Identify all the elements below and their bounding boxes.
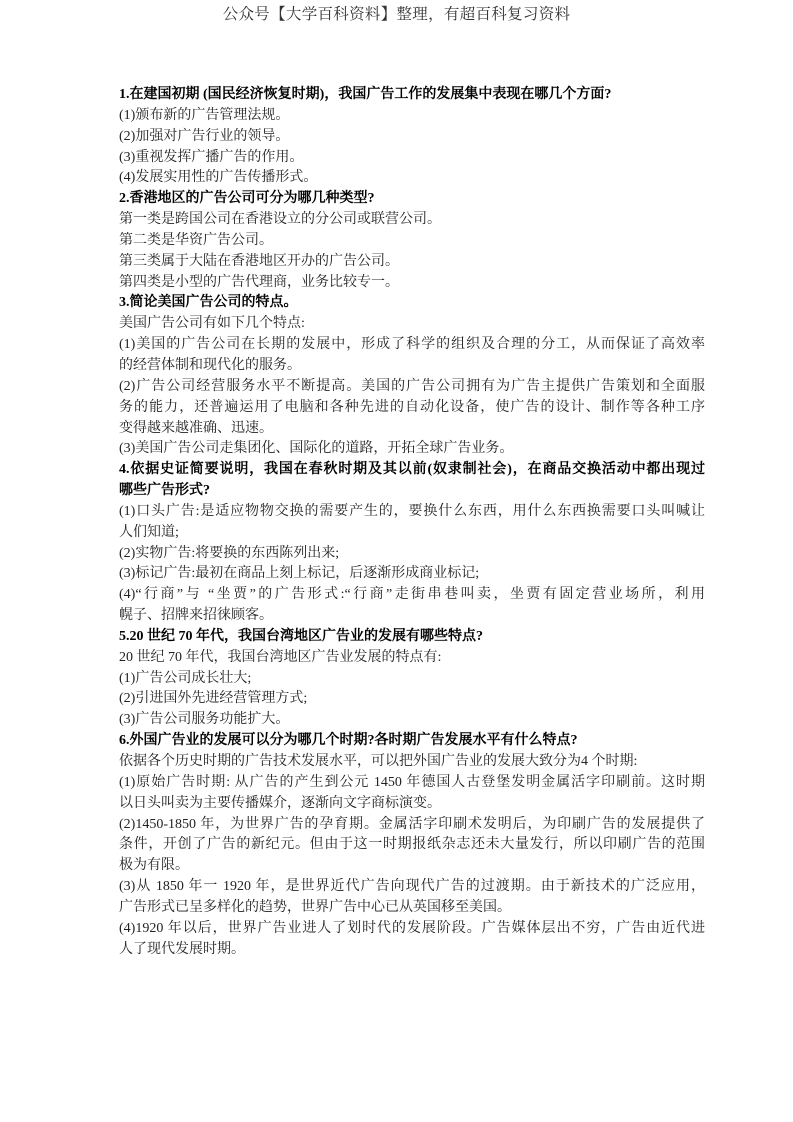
answer-paragraph	[119, 231, 705, 252]
answer-paragraph	[119, 585, 705, 627]
question-line: 1.在建国初期 (国民经济恢复时期)，我国广告工作的发展集中表现在哪几个方面?	[119, 87, 612, 102]
answer-line: 人了现代发展时期。	[119, 941, 245, 957]
answer-line: 条件，开创了广告的新纪元。但由于这一时期报纸杂志还未大量发行，所以印刷广告的范围	[119, 837, 705, 853]
qa-section	[119, 627, 705, 731]
answer-paragraph	[119, 919, 705, 961]
answer-line: (2)引进国外先进经营管理方式;	[119, 691, 308, 707]
answer-paragraph	[119, 106, 705, 127]
answer-paragraph	[119, 377, 705, 440]
answer-line: (4)“行商”与 “坐贾”的广告形式:“行商”走街串巷叫卖，坐贾有固定营业场所，利用	[119, 587, 705, 603]
answer-line: 美国广告公司有如下几个特点:	[119, 316, 305, 332]
qa-section	[119, 293, 705, 460]
answer-line: 第四类是小型的广告代理商，业务比较专一。	[119, 274, 399, 290]
answer-paragraph	[119, 689, 705, 710]
answer-line: (3)标记广告:最初在商品上刻上标记，后逐渐形成商业标记;	[119, 566, 480, 582]
document-body	[119, 85, 705, 960]
answer-paragraph	[119, 127, 705, 148]
answer-line: (2)1450-1850 年，为世界广告的孕育期。金属活字印刷术发明后，为印刷广告的发展提供了	[119, 816, 705, 832]
answer-line: 第一类是跨国公司在香港设立的分公司或联营公司。	[119, 212, 441, 228]
question-heading	[119, 460, 705, 502]
answer-paragraph	[119, 502, 705, 544]
answer-line: 的经营体制和现代化的服务。	[119, 357, 301, 373]
qa-section	[119, 189, 705, 293]
question-line: 3.简论美国广告公司的特点。	[119, 295, 298, 311]
question-heading	[119, 731, 705, 752]
answer-paragraph	[119, 815, 705, 878]
question-heading	[119, 627, 705, 648]
answer-line: (1)美国的广告公司在长期的发展中，形成了科学的组织及合理的分工，从而保证了高效率	[119, 337, 705, 353]
answer-line: 广告形式已呈多样化的趋势，世界广告中心已从英国移至美国。	[119, 899, 511, 915]
answer-paragraph	[119, 335, 705, 377]
question-heading	[119, 85, 705, 106]
question-line: 6.外国广告业的发展可以分为哪几个时期?各时期广告发展水平有什么特点?	[119, 733, 578, 749]
answer-paragraph	[119, 773, 705, 815]
answer-line: 幌子、招牌来招徕顾客。	[119, 608, 273, 624]
qa-section	[119, 731, 705, 960]
answer-line: 以日头叫卖为主要传播媒介，逐渐向文字商标演变。	[119, 795, 441, 811]
answer-line: 极为有限。	[119, 858, 189, 874]
answer-paragraph	[119, 439, 705, 460]
question-line: 4.依据史证简要说明，我国在春秋时期及其以前(奴隶制社会)，在商品交换活动中都出现过	[119, 462, 705, 478]
answer-paragraph	[119, 564, 705, 585]
answer-line: 务的能力，还普遍运用了电脑和各种先进的自动化设备，使广告的设计、制作等各种工序	[119, 399, 705, 415]
answer-line: (3)广告公司服务功能扩大。	[119, 712, 290, 728]
question-line: 5.20 世纪 70 年代，我国台湾地区广告业的发展有哪些特点?	[119, 628, 483, 644]
answer-paragraph	[119, 710, 705, 731]
question-line: 2.香港地区的广告公司可分为哪几种类型?	[119, 191, 375, 207]
answer-paragraph	[119, 314, 705, 335]
answer-line: 第三类属于大陆在香港地区开办的广告公司。	[119, 253, 399, 269]
answer-line: 第二类是华资广告公司。	[119, 232, 273, 248]
answer-line: 依据各个历史时期的广告技术发展水平，可以把外国广告业的发展大致分为4 个时期:	[119, 754, 638, 769]
answer-line: (3)美国广告公司走集团化、国际化的道路，开拓全球广告业务。	[119, 441, 514, 457]
question-line: 哪些广告形式?	[119, 483, 210, 499]
qa-section	[119, 460, 705, 627]
answer-paragraph	[119, 544, 705, 565]
answer-line: (4)发展实用性的广告传播形式。	[119, 170, 318, 186]
answer-line: (1)口头广告:是适应物物交换的需要产生的，要换什么东西，用什么东西换需要口头叫喊让	[119, 503, 705, 519]
question-heading	[119, 293, 705, 314]
answer-paragraph	[119, 252, 705, 273]
page-header: 公众号【大学百科资料】整理，有超百科复习资料	[222, 6, 571, 23]
answer-line: (2)广告公司经营服务水平不断提高。美国的广告公司拥有为广告主提供广告策划和全面服	[119, 378, 705, 394]
answer-line: 20 世纪 70 年代，我国台湾地区广告业发展的特点有:	[119, 649, 442, 665]
answer-line: (1)原始广告时期: 从广告的产生到公元 1450 年德国人古登堡发明金属活字印刷前。这时期	[119, 774, 705, 790]
answer-paragraph	[119, 168, 705, 189]
answer-line: 人们知道;	[119, 524, 179, 540]
answer-paragraph	[119, 273, 705, 294]
answer-line: (2)加强对广告行业的领导。	[119, 128, 290, 144]
answer-line: (3)从 1850 年一 1920 年，是世界近代广告向现代广告的过渡期。由于新技术的广泛应用，	[119, 879, 705, 895]
answer-paragraph	[119, 752, 705, 773]
answer-line: (3)重视发挥广播广告的作用。	[119, 149, 304, 165]
question-heading	[119, 189, 705, 210]
answer-line: (1)广告公司成长壮大;	[119, 670, 252, 686]
answer-paragraph	[119, 148, 705, 169]
answer-paragraph	[119, 210, 705, 231]
answer-paragraph	[119, 648, 705, 669]
answer-line: (4)1920 年以后，世界广告业进人了划时代的发展阶段。广告媒体层出不穷，广告由近代进	[119, 920, 705, 936]
answer-line: 变得越来越准确、迅速。	[119, 420, 273, 436]
answer-line: (1)颁布新的广告管理法规。	[119, 107, 290, 123]
answer-paragraph	[119, 877, 705, 919]
qa-section	[119, 85, 705, 189]
answer-paragraph	[119, 669, 705, 690]
answer-line: (2)实物广告:将要换的东西陈列出来;	[119, 545, 340, 561]
